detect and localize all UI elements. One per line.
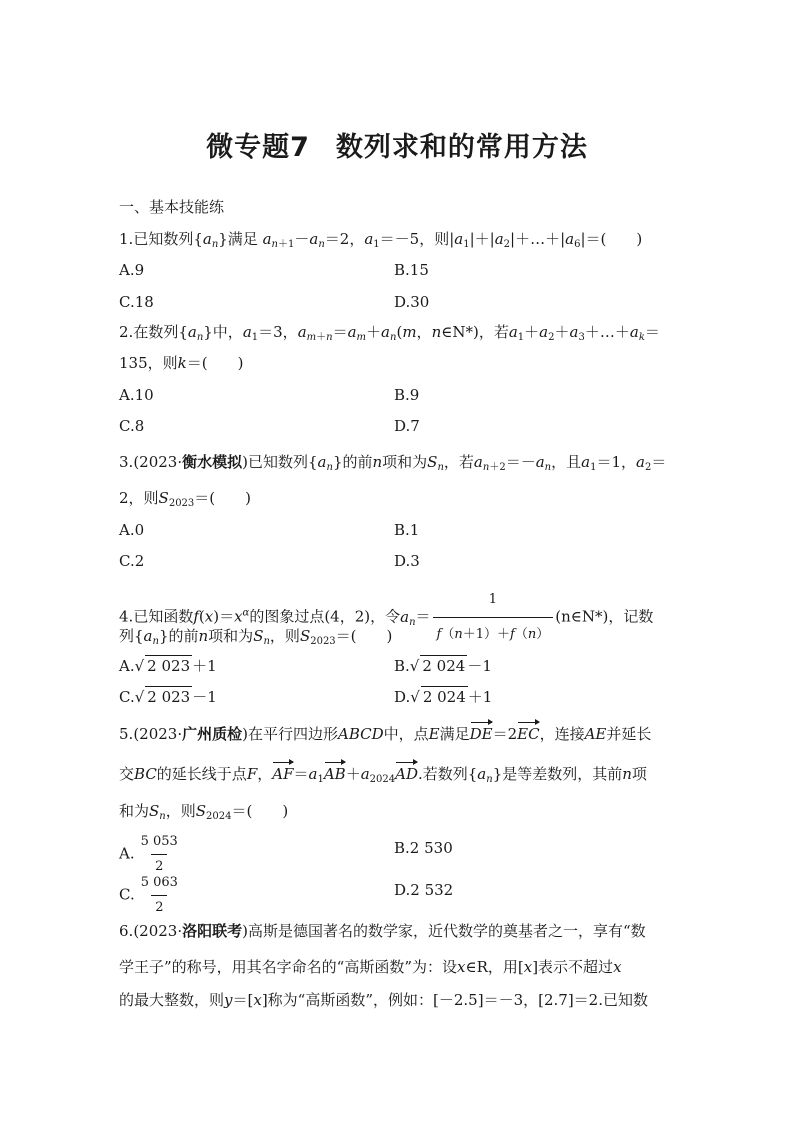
q4-option-d[interactable]: D.√ 2 024 ＋1 [394, 688, 493, 706]
question-6-line-3: 的最大整数，则y＝[x]称为“高斯函数”，例如：[－2.5]＝－3，[2.7]＝2.已知数 [119, 991, 648, 1009]
question-4-line-2: 列$\{a_n\}$的前n项和为$S_n$，则$S_{2023}=$( ) [119, 627, 393, 647]
q1-option-c[interactable]: C.18 [119, 293, 154, 311]
q1-option-b[interactable]: B.15 [394, 261, 429, 279]
q3-option-a[interactable]: A.0 [119, 521, 145, 539]
q5-option-b[interactable]: B.2 530 [394, 839, 453, 857]
question-6-line-2: 学王子”的称号，用其名字命名的“高斯函数”为：设x∈R，用[x]表示不超过x [119, 958, 622, 976]
q5-option-d[interactable]: D.2 532 [394, 881, 454, 899]
q4-fraction: $\frac{1}{f(n+1)+f(n)}$ [433, 585, 554, 650]
q2-option-b[interactable]: B.9 [394, 386, 420, 404]
q3-option-b[interactable]: B.1 [394, 521, 420, 539]
question-2: 2.在数列$\{a_n\}$中，$a_1=3$，$a_{m+n}=a_m+a_n(m$，n∈N*)，若$a_1+a_2+a_3+\dots+a_k=$ [119, 323, 660, 343]
q4-option-c[interactable]: C.√ 2 023 －1 [119, 688, 217, 706]
q2-option-d[interactable]: D.7 [394, 417, 420, 435]
title-subtitle: 数列求和的常用方法 [335, 132, 588, 163]
question-3: 3.(2023·衡水模拟)已知数列$\{a_n\}$的前n项和为$S_n$，若$a_{n+2}=-a_n$，且$a_1=1$，$a_2=$ [119, 453, 667, 473]
question-4: 4.已知函数$f(x)=x^\alpha$的图象过点(4，2)，令$a_n=$ $\frac{1}{f(n+1)+f(n)}$ (n∈N*)，记数 [119, 585, 653, 650]
page-title [0, 125, 794, 164]
question-5-line-2: 交BC的延长线于点F，$AF=a_1AB+a_{2024}AD$.若数列$\{a_n\}$是等差数列，其前n项 [119, 765, 647, 785]
q4-option-a[interactable]: A.√ 2 023 ＋1 [119, 657, 217, 675]
question-2-line-2: 135，则k＝( ) [119, 354, 244, 372]
q3-option-d[interactable]: D.3 [394, 552, 420, 570]
q2-option-a[interactable]: A.10 [119, 386, 154, 404]
q4-option-b[interactable]: B.√ 2 024 －1 [394, 657, 492, 675]
question-6: 6.(2023·洛阳联考)高斯是德国著名的数学家，近代数学的奠基者之一，享有“数 [119, 922, 646, 940]
question-5-line-3: 和为$S_n$，则$S_{2024}=$( ) [119, 802, 289, 822]
q3-option-c[interactable]: C.2 [119, 552, 145, 570]
q2-option-c[interactable]: C.8 [119, 417, 145, 435]
section-heading: 一、基本技能练 [119, 198, 225, 216]
question-1: 1.已知数列$\{a_n\}$满足 $a_{n+1}-a_n=2$，$a_1=-5$，则$|a_1|+|a_2|+\dots+|a_6|=$( ) [119, 230, 643, 250]
q1-option-a[interactable]: A.9 [119, 261, 145, 279]
title-main: 微专题7 [206, 132, 310, 163]
q5-option-c[interactable]: C. $\frac{5 063}{2}$ [119, 873, 184, 918]
q1-option-d[interactable]: D.30 [394, 293, 430, 311]
q5-option-a[interactable]: A. $\frac{5 053}{2}$ [119, 832, 184, 877]
question-5: 5.(2023·广州质检)在平行四边形ABCD中，点E满足DE＝2EC，连接AE并延长 [119, 725, 652, 743]
question-3-line-2: 2，则$S_{2023}=$( ) [119, 489, 251, 509]
